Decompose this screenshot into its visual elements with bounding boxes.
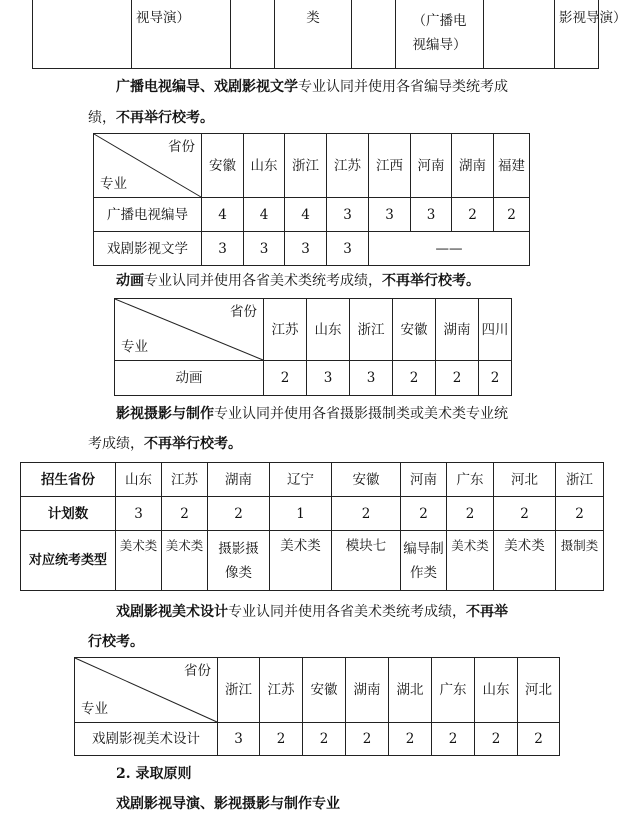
top-cell [132, 0, 231, 68]
header-cell [303, 658, 346, 723]
header-label: 江苏 [334, 157, 361, 174]
header-cell [432, 658, 475, 723]
row-label-text: 戏剧影视文学 [107, 240, 188, 257]
header-cell [244, 134, 285, 198]
header-cell [393, 299, 436, 361]
cell-value: 美术类 [504, 538, 545, 554]
value-cell [260, 723, 303, 756]
type-cell [162, 531, 208, 591]
top-cell [275, 0, 352, 68]
header-cell [285, 134, 327, 198]
value-cell [332, 497, 401, 531]
bold-text: 不再举行校考。 [116, 110, 214, 126]
cell-value: 2 [419, 505, 428, 522]
cell-value: 2 [534, 731, 543, 747]
cell-value: 美术类 [119, 538, 158, 553]
cell-value: 河南 [410, 471, 437, 488]
top-cell-text: 视导演） [136, 10, 190, 26]
header-cell [346, 658, 389, 723]
table-row [115, 361, 512, 396]
cell-value: 2 [319, 731, 329, 747]
corner-cell [94, 134, 202, 198]
corner-label-major: 专业 [81, 701, 108, 717]
value-cell [389, 723, 432, 756]
header-label: 山东 [482, 682, 510, 698]
cell-value: 辽宁 [287, 471, 314, 488]
cell-value: 3 [426, 206, 436, 223]
cell-value: 3 [218, 240, 227, 257]
body-text: 考成绩， [88, 436, 144, 452]
bold-text: 不再举行校考。 [382, 273, 480, 289]
header-cell [264, 299, 307, 361]
row-label [75, 723, 218, 756]
body-text: 专业认同并使用各省美术类统考成绩， [228, 604, 466, 620]
row-label-text: 动画 [175, 370, 203, 386]
dash-cell [369, 232, 530, 266]
top-cell [396, 0, 484, 68]
value-cell [327, 198, 369, 232]
value-cell [494, 198, 530, 232]
row-label [94, 232, 202, 266]
corner-label-province: 省份 [230, 304, 257, 320]
corner-label-major: 专业 [121, 339, 148, 355]
row-header-text: 招生省份 [41, 471, 95, 488]
value-cell [327, 232, 369, 266]
header-label: 安徽 [400, 321, 428, 338]
table-broadcast [93, 133, 530, 266]
header-cell [556, 463, 604, 497]
type-cell [116, 531, 162, 591]
paragraph-broadcast-line1 [116, 77, 508, 97]
header-label: 江苏 [267, 682, 295, 698]
type-cell [332, 531, 401, 591]
value-cell [285, 198, 327, 232]
cell-value: 2 [490, 370, 500, 386]
paragraph-design-line2 [88, 632, 144, 652]
bold-text: 不再举 [466, 604, 508, 620]
value-cell [401, 497, 447, 531]
cell-value: 3 [234, 731, 243, 747]
value-cell [346, 723, 389, 756]
type-cell [401, 531, 447, 591]
row-label [115, 361, 264, 396]
cell-value: 河北 [511, 471, 538, 488]
cell-value: 广东 [456, 471, 484, 488]
top-table [32, 0, 627, 69]
cell-value: 2 [409, 370, 419, 386]
value-cell [447, 497, 494, 531]
type-cell [270, 531, 332, 591]
table-design [74, 657, 560, 756]
header-label: 浙江 [292, 157, 319, 174]
cell-value: 美术类 [451, 538, 489, 553]
row-header-text: 计划数 [47, 505, 89, 522]
cell-value: 2 [452, 370, 462, 386]
header-label: 湖南 [353, 682, 381, 698]
header-label: 河北 [525, 682, 552, 698]
table-row [21, 531, 604, 591]
cell-value: 浙江 [566, 471, 593, 488]
bold-text: 广播电视编导、戏剧影视文学 [116, 79, 298, 95]
type-cell [494, 531, 556, 591]
value-cell [411, 198, 452, 232]
cell-value: 2 [448, 731, 458, 747]
value-cell [244, 198, 285, 232]
cell-value: 2 [465, 505, 475, 522]
header-label: 四川 [481, 321, 509, 338]
corner-cell [115, 299, 264, 361]
row-header [21, 531, 116, 591]
top-cell [33, 0, 132, 68]
top-cell [484, 0, 555, 68]
cell-value: 3 [259, 240, 269, 257]
table-row [94, 232, 530, 266]
top-cell [231, 0, 275, 68]
header-cell [202, 134, 244, 198]
paragraph-design-line1 [116, 602, 508, 622]
paragraph-animation [116, 271, 480, 291]
corner-label-major: 专业 [100, 176, 127, 192]
header-label: 江西 [376, 157, 403, 174]
cell-value: 1 [296, 505, 305, 522]
header-cell [208, 463, 270, 497]
header-cell [218, 658, 260, 723]
cell-value: 模块七 [345, 538, 387, 554]
cell-value: 山东 [125, 471, 152, 488]
value-cell [475, 723, 518, 756]
value-cell [264, 361, 307, 396]
type-cell [556, 531, 604, 591]
header-cell [116, 463, 162, 497]
table-row [94, 198, 530, 232]
bold-text: 影视摄影与制作 [116, 406, 214, 422]
cell-value: 美术类 [280, 538, 321, 554]
header-label: 湖北 [396, 682, 424, 698]
cell-value: 2 [234, 505, 243, 522]
header-label: 福建 [498, 157, 525, 174]
cell-value: 摄制类 [560, 538, 599, 553]
value-cell [556, 497, 604, 531]
top-cell-text: 类 [306, 10, 320, 26]
paragraph-broadcast-line2 [88, 108, 214, 128]
header-cell [369, 134, 411, 198]
bold-text: 戏剧影视美术设计 [116, 604, 228, 620]
header-label: 山东 [250, 157, 278, 174]
header-cell [447, 463, 494, 497]
bold-text: 行校考。 [88, 634, 144, 650]
header-cell [411, 134, 452, 198]
header-label: 湖南 [443, 321, 471, 338]
cell-value: 江苏 [171, 471, 198, 488]
row-label-text: 戏剧影视美术设计 [92, 731, 200, 747]
bold-text: 不再举行校考。 [144, 436, 242, 452]
header-cell [307, 299, 350, 361]
cell-value: 2 [491, 731, 501, 747]
top-cell-text: （广播电 视编导） [412, 13, 467, 53]
header-label: 湖南 [459, 157, 486, 174]
cell-value: 2 [361, 505, 371, 522]
row-header [21, 463, 116, 497]
row-label [94, 198, 202, 232]
cell-value: 4 [218, 206, 227, 223]
corner-label-province: 省份 [168, 139, 195, 155]
row-header [21, 497, 116, 531]
table-animation [114, 298, 512, 396]
row-header-text: 对应统考类型 [28, 552, 107, 568]
corner-label-province: 省份 [184, 663, 211, 679]
header-cell [270, 463, 332, 497]
table-row [75, 723, 560, 756]
paragraph-photo-line1 [116, 404, 508, 424]
cell-value: 3 [366, 370, 376, 386]
cell-value: 2 [280, 370, 290, 386]
value-cell [350, 361, 393, 396]
header-cell [162, 463, 208, 497]
header-cell [452, 134, 494, 198]
table-row [21, 463, 604, 497]
cell-value: 2 [180, 505, 189, 522]
value-cell [202, 198, 244, 232]
cell-value: 摄影摄 像类 [218, 541, 259, 581]
header-cell [475, 658, 518, 723]
value-cell [208, 497, 270, 531]
header-label: 安徽 [310, 682, 338, 698]
table-row [21, 497, 604, 531]
cell-value: 3 [134, 505, 143, 522]
value-cell [116, 497, 162, 531]
cell-value: 2 [362, 731, 372, 747]
body-text: 专业认同并使用各省摄影摄制类或美术类专业统 [214, 406, 508, 422]
cell-value: 安徽 [352, 471, 380, 488]
row-label-text: 广播电视编导 [107, 206, 188, 223]
top-cell [555, 0, 627, 68]
cell-value: 2 [520, 505, 529, 522]
header-cell [327, 134, 369, 198]
cell-value: 编导制 作类 [403, 541, 444, 581]
bold-text: 动画 [116, 273, 144, 289]
header-label: 安徽 [209, 157, 236, 174]
top-cell [352, 0, 396, 68]
value-cell [162, 497, 208, 531]
section-subheading: 戏剧影视导演、影视摄影与制作专业 [116, 796, 340, 812]
value-cell [432, 723, 475, 756]
header-cell [494, 463, 556, 497]
corner-cell [75, 658, 218, 723]
value-cell [369, 198, 411, 232]
header-label: 浙江 [225, 682, 252, 698]
header-label: 江苏 [271, 321, 299, 338]
value-cell [202, 232, 244, 266]
cell-value: 2 [507, 206, 516, 223]
body-text: 专业认同并使用各省编导类统考成 [298, 79, 508, 95]
header-cell [260, 658, 303, 723]
cell-value: 美术类 [165, 538, 204, 553]
cell-value: 2 [468, 206, 477, 223]
section-heading: 2. 录取原则 [116, 766, 192, 782]
header-cell [518, 658, 560, 723]
header-label: 河南 [417, 157, 445, 174]
value-cell [393, 361, 436, 396]
header-cell [389, 658, 432, 723]
header-label: 浙江 [357, 321, 385, 338]
header-cell [494, 134, 530, 198]
value-cell [285, 232, 327, 266]
header-cell [479, 299, 512, 361]
header-cell [401, 463, 447, 497]
header-label: 广东 [439, 682, 467, 698]
header-cell [332, 463, 401, 497]
cell-value: 2 [575, 505, 584, 522]
header-cell [350, 299, 393, 361]
cell-value: 3 [385, 206, 394, 223]
type-cell [208, 531, 270, 591]
cell-value: 湖南 [225, 471, 252, 488]
cell-value: 3 [343, 206, 352, 223]
cell-value: 3 [301, 240, 310, 257]
value-cell [452, 198, 494, 232]
cell-value: 3 [343, 240, 352, 257]
type-cell [447, 531, 494, 591]
value-cell [479, 361, 512, 396]
value-cell [436, 361, 479, 396]
cell-value: 3 [323, 370, 333, 386]
cell-value: 4 [259, 206, 269, 223]
value-cell [270, 497, 332, 531]
top-cell-text: 影视导演） [559, 10, 627, 26]
value-cell [494, 497, 556, 531]
value-cell [244, 232, 285, 266]
body-text: 绩， [88, 110, 116, 126]
paragraph-photo-line2 [88, 434, 242, 454]
cell-value: 4 [301, 206, 310, 223]
value-cell [307, 361, 350, 396]
value-cell [518, 723, 560, 756]
header-label: 山东 [314, 321, 342, 338]
header-cell [436, 299, 479, 361]
dash-text: —— [435, 240, 463, 257]
value-cell [218, 723, 260, 756]
cell-value: 2 [405, 731, 415, 747]
cell-value: 2 [276, 731, 286, 747]
body-text: 专业认同并使用各省美术类统考成绩， [144, 273, 382, 289]
value-cell [303, 723, 346, 756]
table-photo [20, 462, 604, 591]
